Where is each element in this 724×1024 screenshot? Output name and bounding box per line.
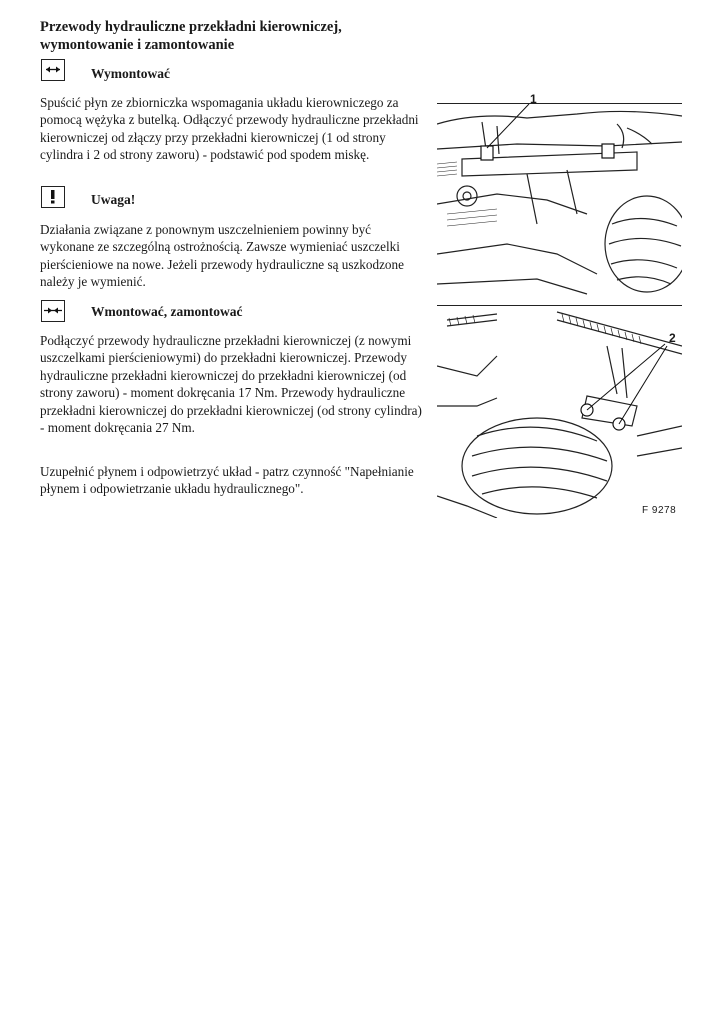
illustration-bottom — [437, 305, 682, 518]
paragraph-closing: Uzupełnić płynem i odpowietrzyć układ - patrz czynność "Napełnianie płynem i odpowietrzanie układu hydraulicznego". — [40, 464, 414, 497]
page-title: Przewody hydrauliczne przekładni kierowniczej, wymontowanie i zamontowanie — [40, 19, 342, 53]
figure-caption: F 9278 — [642, 505, 677, 516]
paragraph-remove: Spuścić płyn ze zbiorniczka wspomagania układu kierowniczego za pomocą wężyka z butelką. Odłączyć przewody hydrauliczne przekładni kierowniczej od złączy przy przekładni kierowniczej (1 od strony cylindra i 2 od strony zaworu) - podstawić pod spodem miskę. — [40, 95, 419, 163]
install-arrows-icon — [41, 300, 65, 322]
paragraph-install: Podłączyć przewody hydrauliczne przekładni kierowniczej (z nowymi uszczelkami pierścieniowymi) do przekładni kierowniczej. Przewody hydrauliczne przekładni kierowniczej do przekładni kierowniczej (od strony zaworu) - moment dokręcania 17 Nm. Przewody hydrauliczne przekładni kierowniczej do przekładni kierowniczej (od strony cylindra) - moment dokręcania 27 Nm. — [40, 333, 422, 436]
warning-exclamation-icon — [41, 186, 65, 208]
section-heading-remove: Wymontować — [91, 66, 170, 81]
section-heading-warning: Uwaga! — [91, 192, 136, 207]
callout-label-2: 2 — [669, 331, 676, 345]
section-heading-install: Wmontować, zamontować — [91, 304, 243, 319]
callout-label-1: 1 — [530, 92, 537, 106]
remove-arrows-icon — [41, 59, 65, 81]
paragraph-warning: Działania związane z ponownym uszczelnieniem powinny być wykonane ze szczególną ostrożnością. Zawsze wymieniać uszczelki pierścieniowe na nowe. Jeżeli przewody hydrauliczne są uszkodzone należy je wymienić. — [40, 222, 404, 290]
illustration-top — [437, 103, 682, 299]
